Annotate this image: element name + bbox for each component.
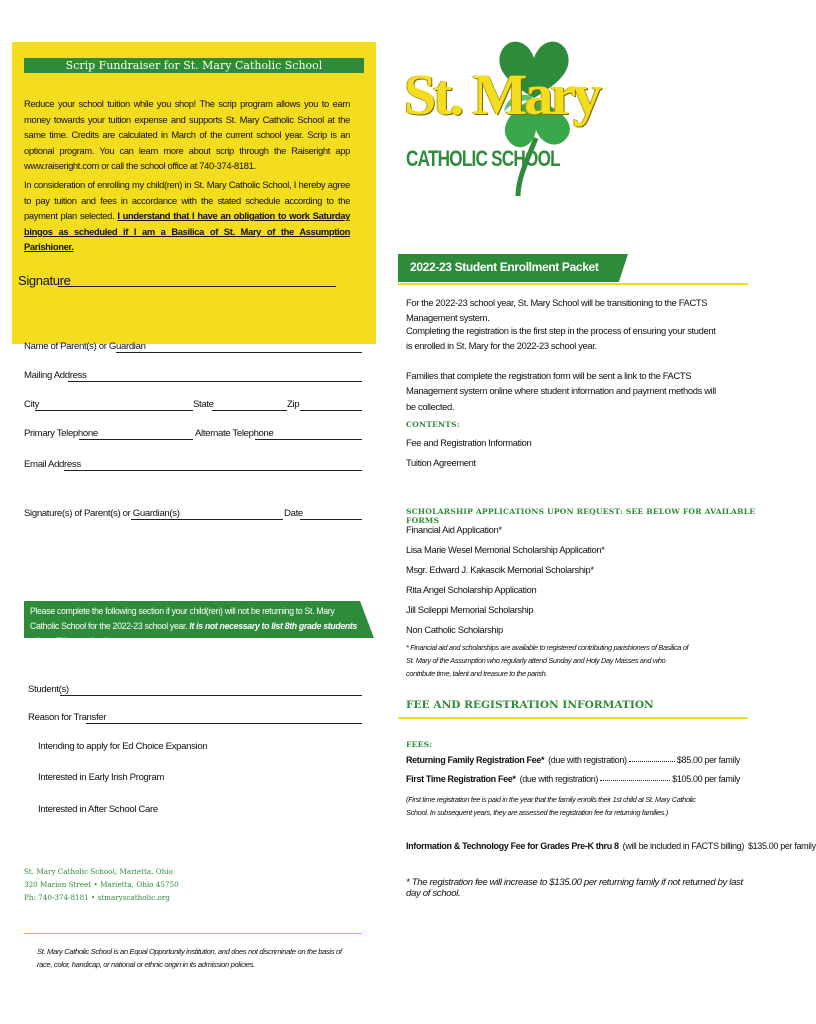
list-item: Msgr. Edward J. Kakascik Memorial Scholarship* <box>406 564 594 575</box>
returning-fee-amount: $85.00 per family <box>676 755 740 765</box>
list-item: Financial Aid Application* <box>406 524 502 535</box>
contents-list <box>406 433 531 473</box>
state-field[interactable] <box>212 410 287 411</box>
packet-registration-step: Completing the registration is the first step in the process of ensuring your student is enrolled in St. Mary for the 2022-23 school year. <box>406 325 716 352</box>
divider <box>398 717 748 719</box>
tech-fee-amount: $135.00 per family <box>747 841 816 851</box>
tech-fee-label: Information & Technology Fee for Grades Pre-K thru 8 <box>406 841 619 851</box>
tech-fee-note: (will be included in FACTS billing) <box>622 841 744 851</box>
leader-dots <box>600 774 670 781</box>
scholarship-note: * Financial aid and scholarships are available to registered contributing parishioners of Basilica of St. Mary of the Assumption who regularly attend Sunday and Holy Day Masses and who contribute time, talent and treasure to the parish. <box>406 643 689 678</box>
address-line-3: Ph: 740-374-8181 • stmaryscatholic.org <box>24 893 170 902</box>
list-item: Non Catholic Scholarship <box>406 624 503 635</box>
returning-fee-row <box>406 755 740 765</box>
alt-phone-label: Alternate Telephone <box>195 428 274 439</box>
parent-signature-field[interactable] <box>131 519 283 520</box>
signature-label: Signature <box>18 273 71 288</box>
email-label: Email Address <box>24 459 81 470</box>
zip-field[interactable] <box>300 410 362 411</box>
fee-increase-note: * The registration fee will increase to $135.00 per returning family if not returned by last day of school. <box>406 877 743 899</box>
scrip-description: Reduce your school tuition while you shop! The scrip program allows you to earn money towards your tuition expense and supports St. Mary Catholic School at the same time. Credits are calculated in March of the current school year. Scrip is an optional program. You can learn more about scrip through the Raiseright app www.raiseright.com or call the school office at 740-374-8181. <box>24 98 350 172</box>
email-field[interactable] <box>64 470 362 471</box>
graduating-note: It is not necessary to list 8th grade students who will be graduating. <box>30 621 358 646</box>
address-line-1: St. Mary Catholic School, Marietta, Ohio <box>24 867 173 876</box>
logo-subtitle: CATHOLIC SCHOOL <box>406 146 560 171</box>
school-address <box>24 865 179 904</box>
transfer-text: Please complete the following section if your child(ren) will not be returning to St. Mary Catholic School for the 2022-23 school year. <box>30 606 335 631</box>
packet-facts-link: Families that complete the registration form will be sent a link to the FACTS Management system online where student information and payment methods will be collected. <box>406 370 716 412</box>
address-line-2: 320 Marion Street • Marietta, Ohio 45750 <box>24 880 179 889</box>
agreement-text: In consideration of enrolling my child(ren) in St. Mary Catholic School, I hereby agree to pay tuition and fees in accordance with the stated schedule according to the payment plan selected. <box>24 179 350 222</box>
scrip-title: Scrip Fundraiser for St. Mary Catholic School <box>24 58 364 73</box>
signature-line[interactable] <box>58 286 336 287</box>
zip-label: Zip <box>287 399 300 410</box>
city-label: City <box>24 399 40 410</box>
state-label: State <box>193 399 214 410</box>
reason-field[interactable] <box>86 723 362 724</box>
after-school-option[interactable]: Interested in After School Care <box>38 804 158 815</box>
tuition-agreement-text <box>24 177 350 255</box>
list-item: Jill Scileppi Memorial Scholarship <box>406 604 534 615</box>
equal-opportunity-statement: St. Mary Catholic School is an Equal Opportunity institution, and does not discriminate on the basis of race, color, handicap, or national or ethnic origin in its admission policies. <box>37 947 342 969</box>
mailing-address-label: Mailing Address <box>24 370 87 381</box>
first-time-fee-label: First Time Registration Fee* <box>406 774 516 784</box>
alt-phone-field[interactable] <box>255 439 362 440</box>
bingo-obligation: I understand that I have an obligation to work Saturday bingos as scheduled if I am a Basilica of St. Mary of the Assumption Parishioner. <box>24 210 350 253</box>
early-irish-option[interactable]: Interested in Early Irish Program <box>38 772 165 783</box>
fees-subheading: FEES: <box>406 740 433 749</box>
ed-choice-option[interactable]: Intending to apply for Ed Choice Expansion <box>38 741 208 752</box>
primary-phone-label: Primary Telephone <box>24 428 98 439</box>
divider <box>24 933 362 934</box>
date-label: Date <box>284 508 303 519</box>
parent-name-label: Name of Parent(s) or Guardian <box>24 341 146 352</box>
divider <box>398 283 748 285</box>
first-time-fee-explanation: (First time registration fee is paid in the year that the family enrolls their 1st child at St. Mary Catholic School. In subsequent years, they are assessed the registration fee for returning families.) <box>406 795 696 817</box>
list-item: Rita Angel Scholarship Application <box>406 584 537 595</box>
packet-title: 2022-23 Student Enrollment Packet <box>410 260 599 274</box>
parent-signature-label: Signature(s) of Parent(s) or Guardian(s) <box>24 508 180 519</box>
logo-wordmark: St. Mary <box>404 62 600 127</box>
tech-fee-row <box>406 841 816 851</box>
scholarship-heading: SCHOLARSHIP APPLICATIONS UPON REQUEST: SEE BELOW FOR AVAILABLE FORMS <box>406 507 756 525</box>
returning-fee-label: Returning Family Registration Fee* <box>406 755 545 765</box>
first-time-fee-row <box>406 774 740 784</box>
date-field[interactable] <box>300 519 362 520</box>
packet-intro: For the 2022-23 school year, St. Mary School will be transitioning to the FACTS Management system. <box>406 297 708 324</box>
returning-fee-note: (due with registration) <box>548 755 627 765</box>
transfer-instructions <box>30 604 360 649</box>
list-item: Fee and Registration Information <box>406 437 532 448</box>
list-item: Lisa Marie Wesel Memorial Scholarship Application* <box>406 544 605 555</box>
first-time-fee-note: (due with registration) <box>519 774 599 784</box>
contents-heading: CONTENTS: <box>406 420 460 429</box>
students-field[interactable] <box>60 695 362 696</box>
reason-label: Reason for Transfer <box>28 712 107 723</box>
parent-name-field[interactable] <box>116 352 362 353</box>
students-label: Student(s) <box>28 684 69 695</box>
first-time-fee-amount: $105.00 per family <box>672 774 740 784</box>
leader-dots <box>629 755 675 762</box>
scholarship-list <box>406 520 605 640</box>
primary-phone-field[interactable] <box>79 439 193 440</box>
fee-heading: FEE AND REGISTRATION INFORMATION <box>406 699 654 711</box>
mailing-address-field[interactable] <box>68 381 362 382</box>
list-item: Tuition Agreement <box>406 457 476 468</box>
city-field[interactable] <box>35 410 193 411</box>
